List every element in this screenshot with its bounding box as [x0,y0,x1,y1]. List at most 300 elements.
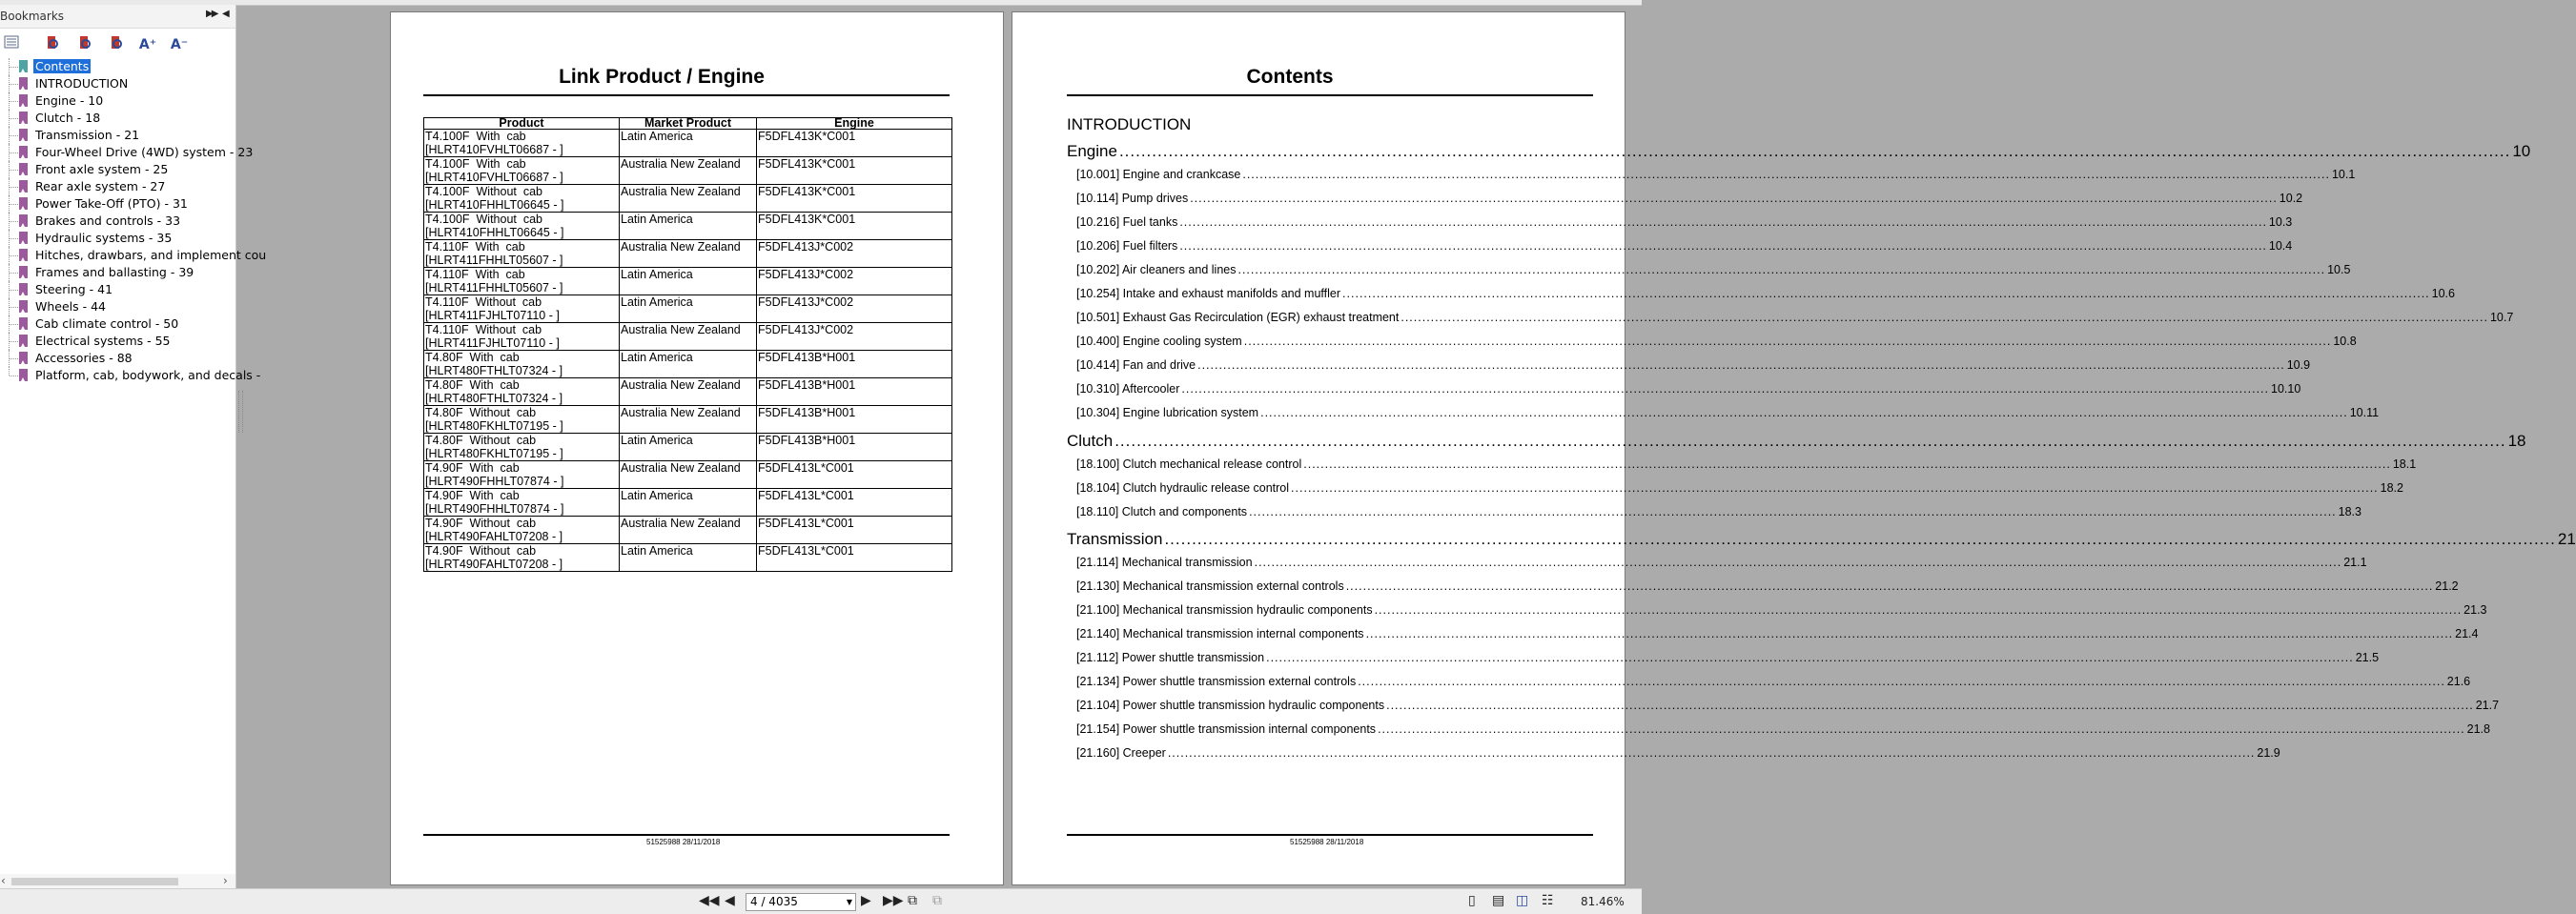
toc-page-number: 18.1 [2392,457,2417,471]
bookmark-label: Transmission - 21 [35,128,140,142]
toc-entry[interactable] [1076,505,2361,518]
table-row [424,544,952,572]
toc-page-number: 10.11 [2349,406,2380,419]
product-serial: [HLRT410FHHLT06645 - ] [425,198,564,212]
zoom-level[interactable]: 81.46% [1581,895,1625,908]
bookmark-label: Four-Wheel Drive (4WD) system - 23 [35,145,254,159]
product-serial: [HLRT480FTHLT07324 - ] [425,392,563,405]
toc-page-number: 21.7 [2475,699,2500,712]
bookmark-label: Engine - 10 [35,93,104,108]
product-cell [424,240,620,268]
bookmark-label: Power Take-Off (PTO) - 31 [35,196,188,211]
bookmark-item[interactable] [0,367,261,384]
product-serial: [HLRT490FHHLT07874 - ] [425,502,564,516]
bookmark-icon [19,77,28,90]
toc-entry-title: [21.100] Mechanical transmission hydraulic components [1076,603,1373,617]
toc-leader-dots [1242,168,2330,181]
toc-page-number: 21.9 [2257,746,2280,760]
toc-page-number: 10.4 [2268,239,2293,253]
market-cell: Australia New Zealand [620,461,757,489]
bookmark-icon [19,283,28,295]
bookmark-label: Platform, cab, bodywork, and decals - [35,368,261,382]
toc-entry[interactable] [1076,481,2403,495]
bookmark-item[interactable] [0,230,235,247]
market-cell: Latin America [620,544,757,572]
tree-connector [10,221,18,222]
toc-page-number: 21.6 [2446,675,2471,688]
title-rule [1067,94,1593,96]
table-row [424,295,952,323]
previous-page-icon[interactable]: ◀ [725,893,735,908]
toc-entry-title: [10.254] Intake and exhaust manifolds and muffler [1076,287,1341,300]
bookmark-item[interactable] [0,350,235,367]
first-page-icon[interactable]: ◀◀ [699,893,720,908]
toc-entry[interactable] [1076,215,2293,229]
toc-page-number: 18.2 [2380,481,2403,495]
bookmark-item[interactable] [0,92,235,110]
toc-section[interactable] [1067,432,2526,451]
product-model: T4.80F Without cab [425,434,537,447]
toc-leader-dots [1190,192,2278,205]
toc-entry[interactable] [1076,406,2380,419]
engine-cell: F5DFL413B*H001 [757,406,952,434]
toc-section[interactable] [1067,142,2531,161]
bookmark-label: Hydraulic systems - 35 [35,231,173,245]
toc-leader-dots [1164,530,2555,549]
horizontal-scrollbar[interactable] [0,874,235,888]
next-page-icon[interactable]: ▶ [861,893,871,908]
product-cell [424,351,620,378]
toc-entry-title: [21.104] Power shuttle transmission hydraulic components [1076,699,1385,712]
page-number-select[interactable] [746,893,856,911]
bookmark-item[interactable] [0,281,235,298]
toc-page-number: 10.8 [2333,335,2357,348]
product-model: T4.110F With cab [425,268,525,281]
go-forward-icon[interactable]: ⧉ [932,893,942,908]
toc-entry[interactable] [1076,239,2293,253]
toc-entry[interactable] [1076,675,2471,688]
engine-cell: F5DFL413J*C002 [757,268,952,295]
bookmark-icon [19,60,28,72]
product-model: T4.110F Without cab [425,323,542,336]
bookmark-item[interactable] [0,315,235,333]
bookmark-item[interactable] [0,178,235,195]
increase-font-icon[interactable]: A⁺ [138,37,157,52]
toc-page-number: 10.10 [2271,382,2301,396]
bookmark-item[interactable] [0,127,235,144]
product-serial: [HLRT411FHHLT05607 - ] [425,281,563,295]
toc-page-number: 21.4 [2455,627,2479,640]
bookmark-icon [19,197,28,210]
engine-cell: F5DFL413J*C002 [757,240,952,268]
bookmark-icon [19,163,28,175]
bookmark-label: Frames and ballasting - 39 [35,265,194,279]
toc-leader-dots [1197,358,2285,372]
triangle-left-icon[interactable]: ◀ [222,9,230,19]
toc-page-number: 21.1 [2343,556,2367,569]
double-chevron-right-icon[interactable]: ▶▶ [206,9,217,19]
document-page-link-product [390,11,1004,885]
toc-page-number: 21.5 [2355,651,2380,664]
toc-page-number: 21 [2557,530,2576,548]
toc-entry[interactable] [1076,746,2280,760]
table-row [424,240,952,268]
column-header-product: Product [424,118,620,130]
product-cell [424,544,620,572]
product-model: T4.80F With cab [425,351,520,364]
toc-page-number: 18.3 [2338,505,2361,518]
product-serial: [HLRT490FAHLT07208 - ] [425,558,563,571]
toc-entry-title: [10.501] Exhaust Gas Recirculation (EGR) exhaust treatment [1076,311,1400,324]
scrollbar-thumb[interactable] [11,878,178,885]
product-cell [424,295,620,323]
bookmark-icon [19,112,28,124]
engine-cell: F5DFL413K*C001 [757,130,952,157]
bookmark-icon [19,352,28,364]
column-header-market: Market Product [620,118,757,130]
bookmark-item[interactable] [0,161,235,178]
product-model: T4.100F Without cab [425,213,542,226]
expand-bookmark-icon[interactable] [42,35,61,54]
toc-entry[interactable] [1076,579,2459,593]
two-page-icon[interactable]: ◫ [1516,893,1529,908]
bookmark-label: Steering - 41 [35,282,113,296]
table-row [424,130,952,157]
product-serial: [HLRT410FVHLT06687 - ] [425,143,563,156]
toc-entry-title: [10.206] Fuel filters [1076,239,1178,253]
toc-entry-title: [21.130] Mechanical transmission external controls [1076,579,1344,593]
page-title: Contents [1246,66,1334,88]
toc-leader-dots [1303,457,2391,471]
bookmark-label: INTRODUCTION [35,76,129,91]
toc-entry-title: [10.400] Engine cooling system [1076,335,1242,348]
bookmark-label: Wheels - 44 [35,299,107,314]
table-row [424,434,952,461]
product-cell [424,157,620,185]
bookmark-item[interactable] [0,247,267,264]
product-model: T4.80F With cab [425,378,520,392]
table-row [424,213,952,240]
find-bookmark-icon[interactable] [106,35,125,54]
bookmark-icon [19,94,28,107]
toc-entry-title: [10.202] Air cleaners and lines [1076,263,1237,276]
bookmark-item[interactable] [0,144,254,161]
market-cell: Australia New Zealand [620,157,757,185]
single-page-icon[interactable]: ▯ [1468,893,1476,908]
continuous-two-page-icon[interactable]: ☷ [1542,893,1554,908]
engine-cell: F5DFL413B*H001 [757,378,952,406]
engine-cell: F5DFL413J*C002 [757,295,952,323]
toc-entry-title: [18.110] Clutch and components [1076,505,1248,518]
product-cell [424,517,620,544]
product-serial: [HLRT411FJHLT07110 - ] [425,309,560,322]
page-title: Link Product / Engine [559,66,765,88]
toc-page-number: 10.9 [2286,358,2311,372]
page-number-value: 4 / 4035 [750,895,798,908]
tree-connector [10,101,18,102]
toc-leader-dots [1255,556,2342,569]
toc-leader-dots [1244,335,2332,348]
toc-leader-dots [1366,627,2454,640]
tree-connector [10,187,18,188]
toc-entry-title: [21.134] Power shuttle transmission external controls [1076,675,1357,688]
product-model: T4.80F Without cab [425,406,537,419]
product-serial: [HLRT490FHHLT07874 - ] [425,475,564,488]
toc-leader-dots [1400,311,2488,324]
toc-leader-dots [1378,722,2465,736]
product-serial: [HLRT410FVHLT06687 - ] [425,171,563,184]
product-cell [424,461,620,489]
top-strip [0,0,1642,6]
toc-page-number: 21.2 [2435,579,2459,593]
market-cell: Australia New Zealand [620,517,757,544]
go-back-icon[interactable]: ⧉ [908,893,917,908]
title-rule [423,94,950,96]
bookmarks-title: Bookmarks [0,10,65,23]
tree-connector [10,152,18,153]
tree-connector [9,367,10,376]
table-row [424,517,952,544]
bookmark-icon [19,232,28,244]
bookmark-label: Electrical systems - 55 [35,334,171,348]
toc-entry-title: [21.160] Creeper [1076,746,1166,760]
toc-page-number: 10.1 [2331,168,2356,181]
toc-leader-dots [1249,505,2337,518]
toc-entry[interactable] [1076,263,2351,276]
product-model: T4.100F With cab [425,130,526,143]
product-serial: [HLRT480FKHLT07195 - ] [425,419,563,433]
market-cell: Latin America [620,295,757,323]
table-row [424,157,952,185]
market-cell: Latin America [620,489,757,517]
toc-entry-title: [10.414] Fan and drive [1076,358,1196,372]
toc-leader-dots [1291,481,2379,495]
bookmark-label: Cab climate control - 50 [35,316,179,331]
bookmarks-header [0,5,235,29]
bookmark-icon [19,335,28,347]
toc-leader-dots [1386,699,2474,712]
bookmark-label: Brakes and controls - 33 [35,213,181,228]
toc-entry-title: [18.100] Clutch mechanical release control [1076,457,1302,471]
toc-entry-title: [10.114] Pump drives [1076,192,1189,205]
toc-entry-title: [10.216] Fuel tanks [1076,215,1178,229]
toc-entry-title: [10.001] Engine and crankcase [1076,168,1241,181]
bookmark-icon [19,300,28,313]
scroll-left-icon[interactable]: ‹ [1,874,6,887]
product-model: T4.100F Without cab [425,185,542,198]
toc-entry[interactable] [1076,699,2500,712]
bookmarks-panel [0,5,267,888]
bookmark-label: Hitches, drawbars, and implement cou [35,248,267,262]
toc-intro[interactable]: INTRODUCTION [1067,115,1192,133]
toc-page-number: 10.2 [2279,192,2303,205]
toc-page-number: 10.6 [2431,287,2455,300]
product-serial: [HLRT480FTHLT07324 - ] [425,364,563,377]
bookmark-icon [19,317,28,330]
product-serial: [HLRT410FHHLT06645 - ] [425,226,564,239]
toc-page-number: 10.5 [2327,263,2351,276]
market-cell: Australia New Zealand [620,323,757,351]
toc-entry[interactable] [1076,358,2311,372]
product-cell [424,213,620,240]
bookmark-item[interactable] [0,213,235,230]
product-model: T4.100F With cab [425,157,526,171]
bookmark-options-icon[interactable] [2,35,21,54]
tree-connector [10,341,18,342]
footer-rule [423,834,950,836]
product-cell [424,434,620,461]
market-cell: Latin America [620,213,757,240]
bookmark-item[interactable] [0,75,235,92]
table-row [424,351,952,378]
market-cell: Latin America [620,268,757,295]
engine-cell: F5DFL413B*H001 [757,434,952,461]
toc-entry[interactable] [1076,722,2490,736]
toc-entry[interactable] [1076,603,2487,617]
toc-entry[interactable] [1076,651,2380,664]
market-cell: Australia New Zealand [620,185,757,213]
market-cell: Latin America [620,351,757,378]
product-cell [424,185,620,213]
toc-leader-dots [1119,142,2510,161]
toc-entry[interactable] [1076,556,2367,569]
toc-leader-dots [1266,651,2354,664]
panel-splitter[interactable] [238,391,243,433]
market-cell: Australia New Zealand [620,240,757,268]
product-model: T4.90F With cab [425,461,520,475]
toc-entry[interactable] [1076,335,2357,348]
toc-entry-title: [10.304] Engine lubrication system [1076,406,1259,419]
product-serial: [HLRT411FJHLT07110 - ] [425,336,560,350]
tree-connector [10,273,18,274]
toc-entry-title: [21.112] Power shuttle transmission [1076,651,1265,664]
toc-entry-title: Clutch [1067,432,1114,450]
bookmark-item[interactable] [0,110,235,127]
continuous-page-icon[interactable]: ▤ [1492,893,1505,908]
engine-cell: F5DFL413L*C001 [757,461,952,489]
scroll-right-icon[interactable]: › [223,874,228,887]
product-model: T4.90F With cab [425,489,520,502]
product-serial: [HLRT480FKHLT07195 - ] [425,447,563,460]
tree-connector [10,238,18,239]
bookmark-item[interactable] [0,195,235,213]
tree-connector [10,358,18,359]
bookmark-icon [19,214,28,227]
toc-entry[interactable] [1076,457,2417,471]
column-header-engine: Engine [757,118,952,130]
engine-cell: F5DFL413L*C001 [757,517,952,544]
toc-leader-dots [1114,432,2505,451]
toc-leader-dots [1168,746,2256,760]
toc-entry-title: [10.310] Aftercooler [1076,382,1180,396]
bookmark-label: Front axle system - 25 [35,162,169,176]
engine-cell: F5DFL413K*C001 [757,157,952,185]
table-row [424,378,952,406]
bookmark-icon [19,146,28,158]
toc-page-number: 10 [2512,142,2531,160]
tree-connector [10,307,18,308]
toc-leader-dots [1237,263,2325,276]
add-bookmark-icon[interactable] [74,35,93,54]
toc-leader-dots [1346,579,2434,593]
footer-rule [1067,834,1593,836]
product-model: T4.90F Without cab [425,544,537,558]
engine-cell: F5DFL413J*C002 [757,323,952,351]
toc-section[interactable] [1067,530,2576,549]
tree-connector [10,118,18,119]
product-cell [424,378,620,406]
toc-entry[interactable] [1076,382,2301,396]
last-page-icon[interactable]: ▶▶ [883,893,904,908]
toc-entry[interactable] [1076,192,2303,205]
document-page-contents [1012,11,2576,885]
navigation-bar [0,888,1642,914]
page-footer: 51525988 28/11/2018 [1290,838,1364,846]
tree-connector [10,290,18,291]
tree-connector [10,324,18,325]
engine-cell: F5DFL413L*C001 [757,544,952,572]
product-model: T4.90F Without cab [425,517,537,530]
product-cell [424,130,620,157]
tree-connector [10,135,18,136]
market-cell: Australia New Zealand [620,378,757,406]
bookmark-label: Contents [35,59,90,73]
toc-page-number: 21.3 [2464,603,2487,617]
product-serial: [HLRT490FAHLT07208 - ] [425,530,563,543]
bookmark-label: Accessories - 88 [35,351,133,365]
table-row [424,406,952,434]
chevron-down-icon[interactable]: ▼ [846,898,852,906]
toc-page-number: 10.7 [2489,311,2514,324]
toc-entry-title: [18.104] Clutch hydraulic release control [1076,481,1290,495]
product-model: T4.110F Without cab [425,295,542,309]
product-model: T4.110F With cab [425,240,525,254]
bookmark-item[interactable] [0,58,235,75]
tree-connector [10,170,18,171]
table-row [424,489,952,517]
tree-connector [10,255,18,256]
toc-leader-dots [1179,215,2267,229]
toc-page-number: 18 [2507,432,2526,450]
table-row [424,268,952,295]
table-row [424,323,952,351]
tree-connector [10,84,18,85]
bookmark-icon [19,249,28,261]
toc-entry[interactable] [1076,168,2356,181]
tree-connector [10,204,18,205]
bookmark-icon [19,129,28,141]
engine-cell: F5DFL413B*H001 [757,351,952,378]
toc-entry-title: [21.114] Mechanical transmission [1076,556,1253,569]
engine-cell: F5DFL413L*C001 [757,489,952,517]
tree-connector [10,67,18,68]
toc-entry[interactable] [1076,627,2479,640]
bookmark-item[interactable] [0,298,235,315]
toc-entry[interactable] [1076,311,2514,324]
bookmark-item[interactable] [0,333,235,350]
toc-entry-title: [21.140] Mechanical transmission internal components [1076,627,1364,640]
bookmark-item[interactable] [0,264,235,281]
toc-entry[interactable] [1076,287,2455,300]
bookmark-icon [19,266,28,278]
engine-cell: F5DFL413K*C001 [757,213,952,240]
toc-leader-dots [1181,382,2269,396]
decrease-font-icon[interactable]: A⁻ [170,37,189,52]
bookmark-label: Clutch - 18 [35,111,101,125]
market-cell: Latin America [620,130,757,157]
toc-leader-dots [1358,675,2445,688]
engine-cell: F5DFL413K*C001 [757,185,952,213]
